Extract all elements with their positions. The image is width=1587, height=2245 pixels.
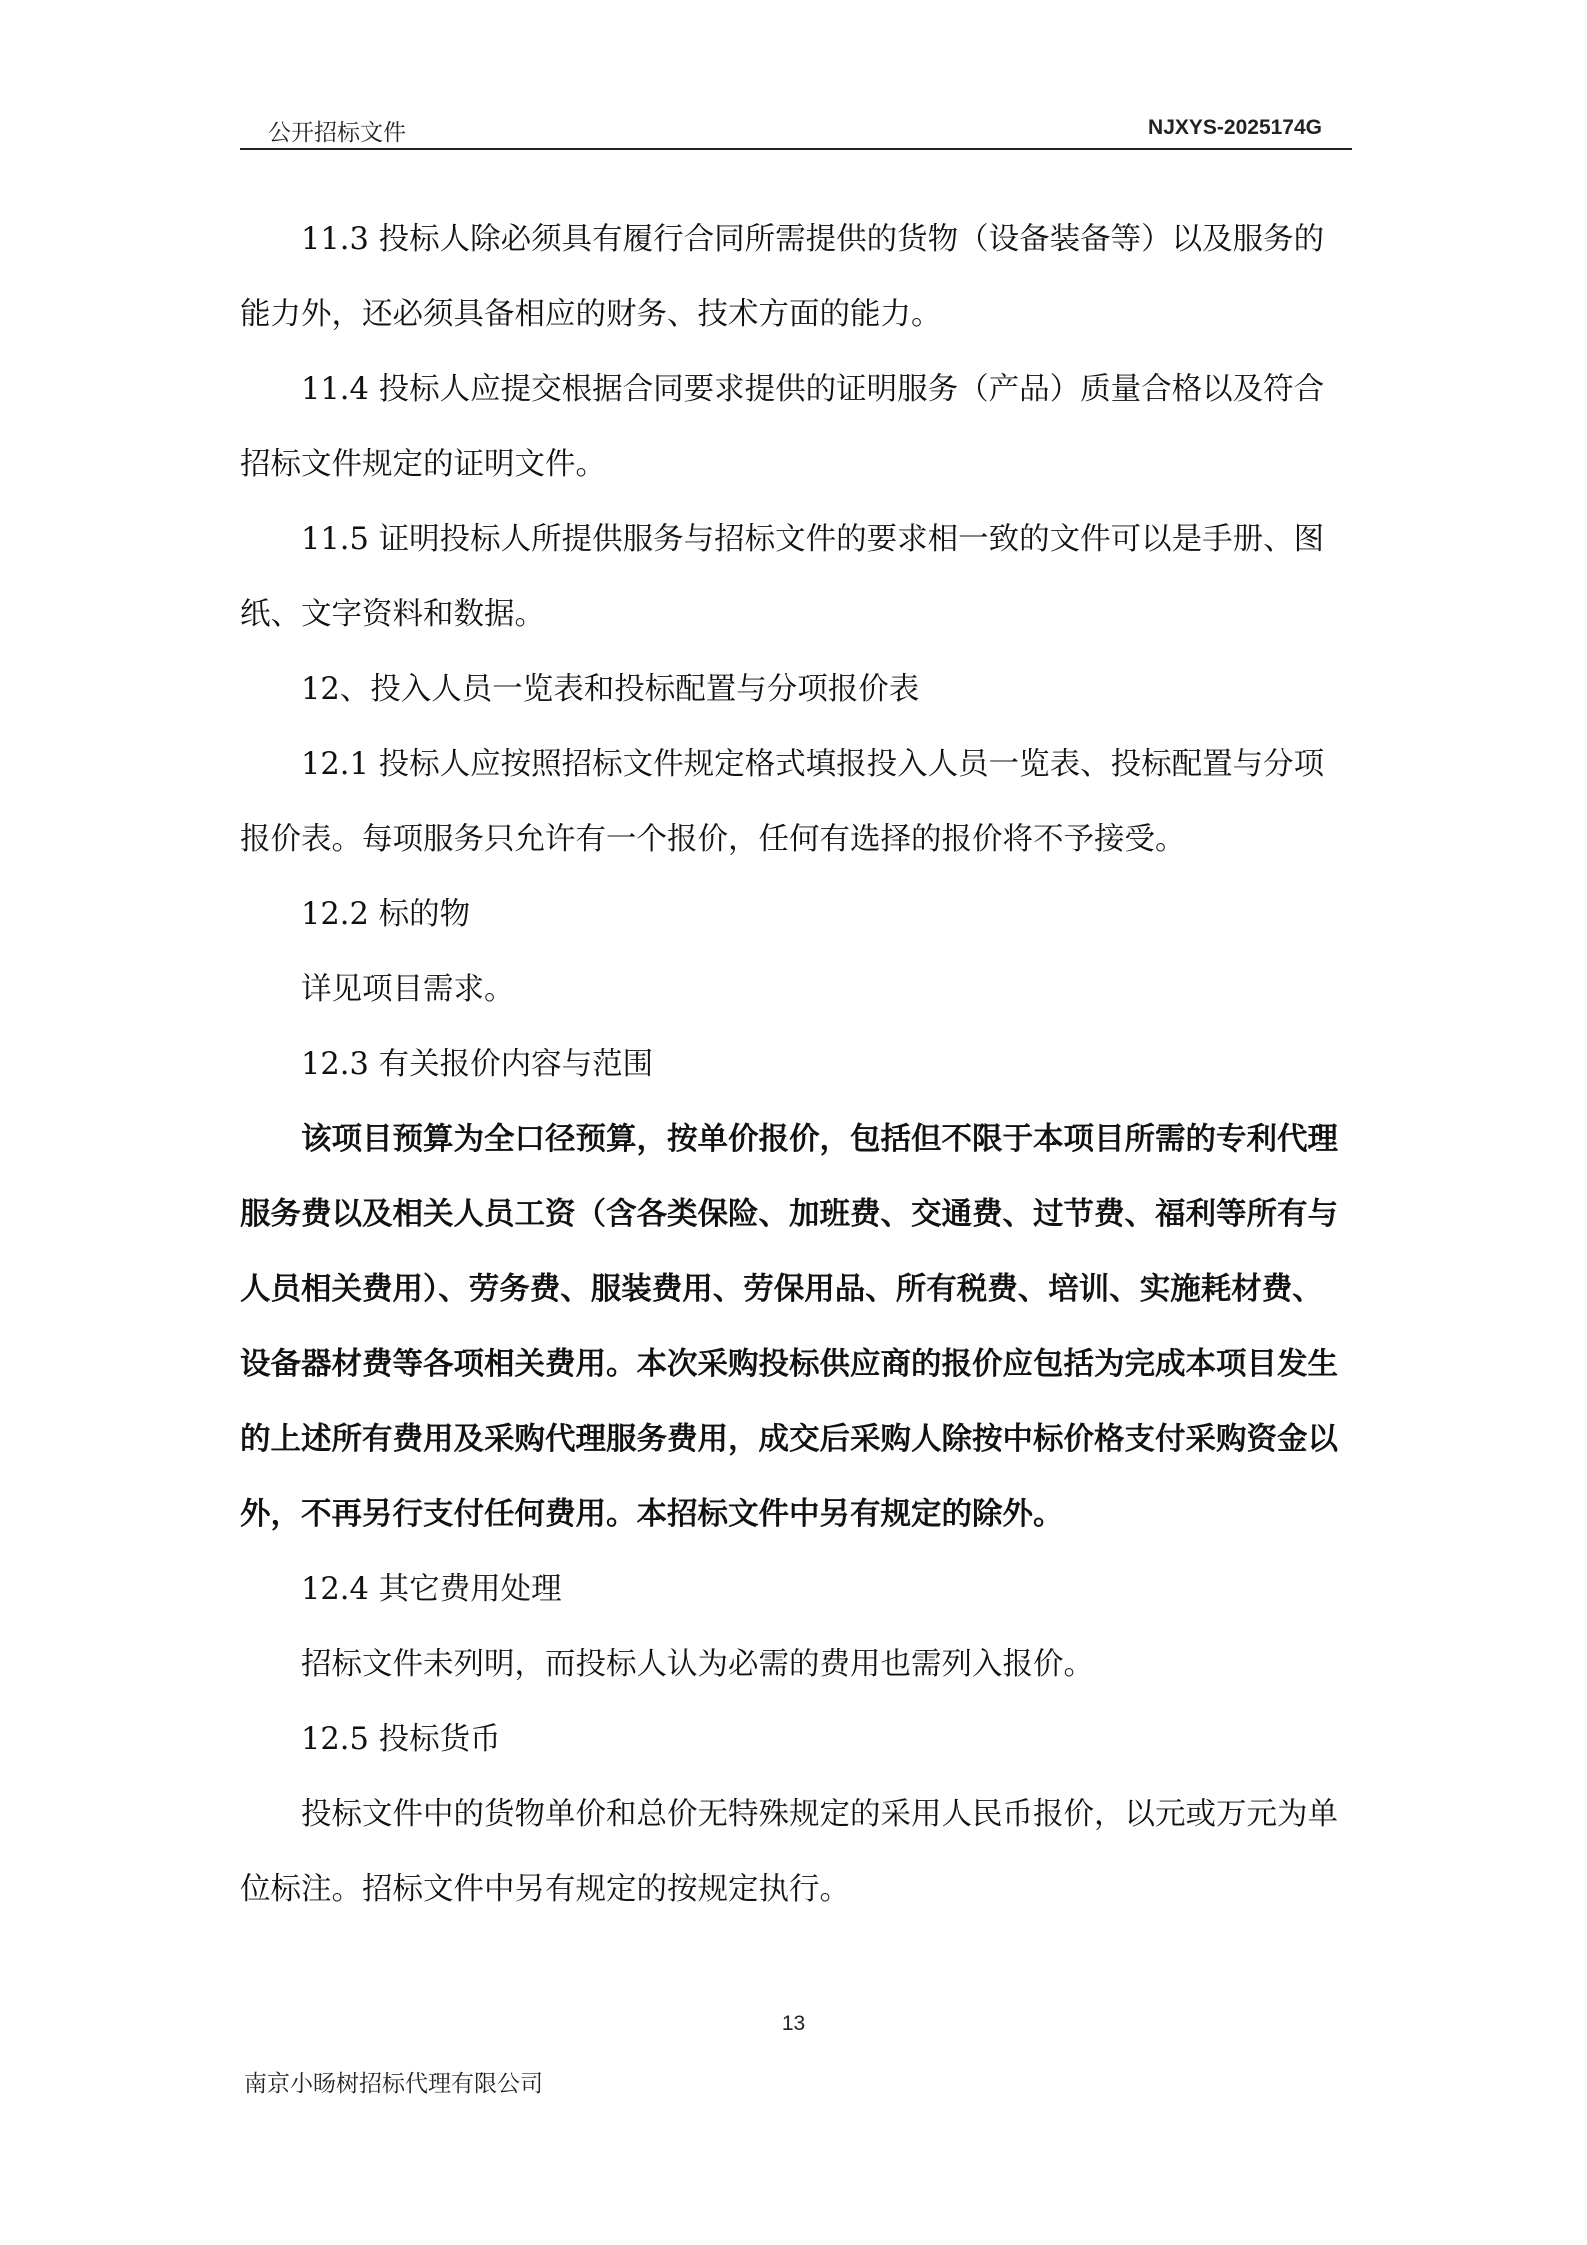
clause-12-4-heading: 12.4 其它费用处理: [301, 1572, 562, 1607]
clause-11-5: 11.5 证明投标人所提供服务与招标文件的要求相一致的文件可以是手册、图纸、文字资料和数据。: [240, 522, 1325, 632]
header-document-type: 公开招标文件: [268, 120, 406, 146]
page-header: [240, 112, 1352, 150]
clause-12-1: 12.1 投标人应按照招标文件规定格式填报投入人员一览表、投标配置与分项报价表。每项服务只允许有一个报价，任何有选择的报价将不予接受。: [240, 747, 1325, 857]
clause-12-2-text: 详见项目需求。: [301, 972, 515, 1007]
document-body: [240, 202, 1352, 1927]
clause-12-3-heading: 12.3 有关报价内容与范围: [301, 1047, 654, 1082]
page-number: 13: [781, 2012, 806, 2035]
header-document-number: NJXYS-2025174G: [1148, 116, 1322, 139]
clause-11-4: 11.4 投标人应提交根据合同要求提供的证明服务（产品）质量合格以及符合招标文件规定的证明文件。: [240, 372, 1325, 482]
clause-12-5-text: 投标文件中的货物单价和总价无特殊规定的采用人民币报价，以元或万元为单位标注。招标文件中另有规定的按规定执行。: [240, 1797, 1338, 1907]
section-12-heading: 12、投入人员一览表和投标配置与分项报价表: [301, 672, 920, 707]
clause-12-4-text: 招标文件未列明，而投标人认为必需的费用也需列入报价。: [301, 1647, 1094, 1682]
clause-12-2-heading: 12.2 标的物: [301, 897, 471, 932]
clause-12-5-heading: 12.5 投标货币: [301, 1722, 501, 1757]
clause-12-3-text: 该项目预算为全口径预算，按单价报价，包括但不限于本项目所需的专利代理服务费以及相关人员工资（含各类保险、加班费、交通费、过节费、福利等所有与人员相关费用）、劳务费、服装费用、劳保用品、所有税费、培训、实施耗材费、设备器材费等各项相关费用。本次采购投标供应商的报价应包括为完成本项目发生的上述所有费用及采购代理服务费用，成交后采购人除按中标价格支付采购资金以外，不再另行支付任何费用。本招标文件中另有规定的除外。: [240, 1121, 1338, 1532]
clause-11-3: 11.3 投标人除必须具有履行合同所需提供的货物（设备装备等）以及服务的能力外，还必须具备相应的财务、技术方面的能力。: [240, 222, 1325, 332]
footer-company-name: 南京小旸树招标代理有限公司: [244, 2071, 543, 2097]
